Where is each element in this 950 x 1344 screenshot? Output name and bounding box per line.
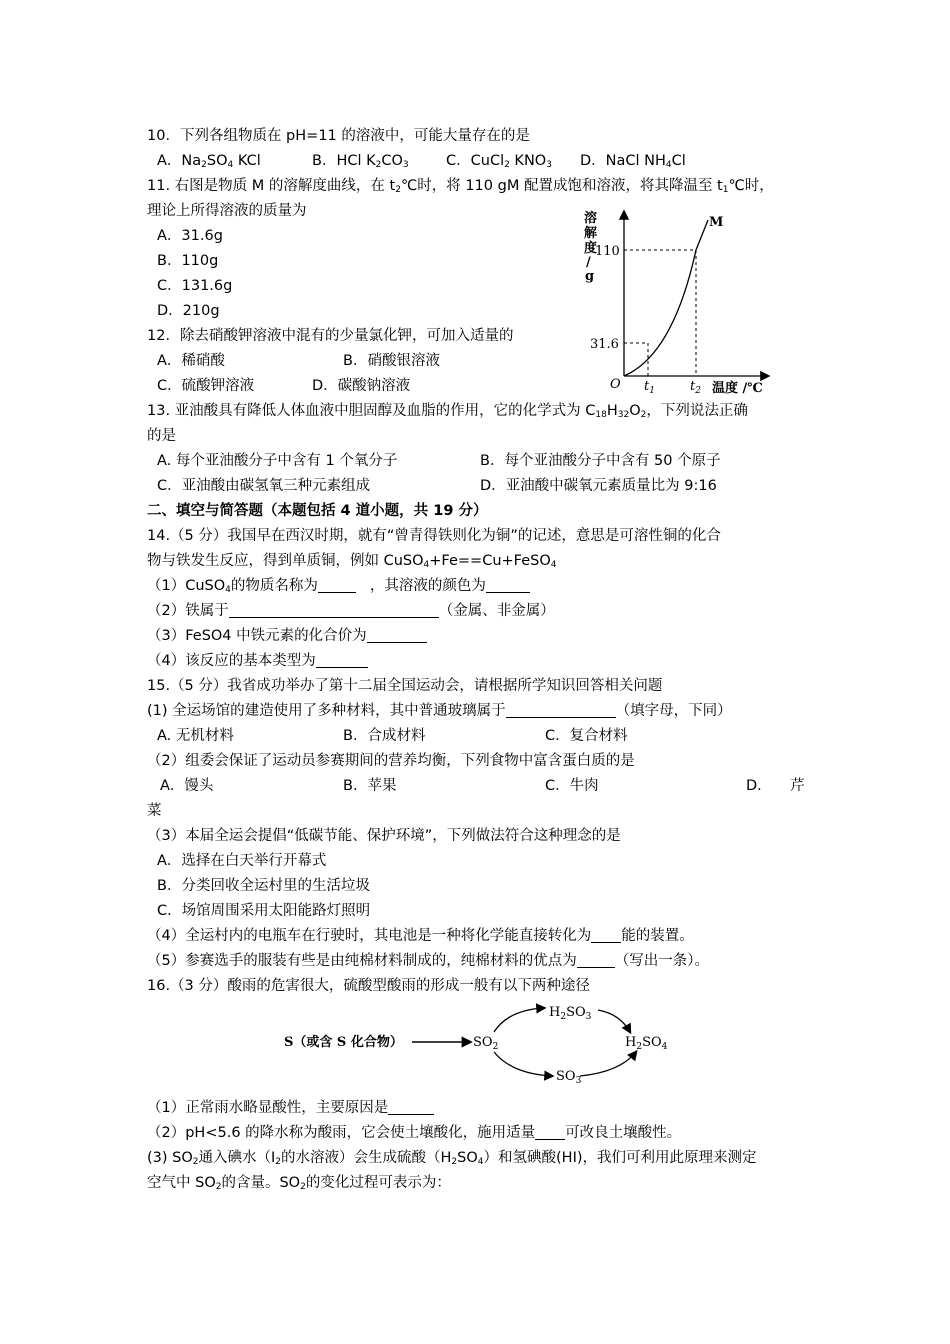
answer-blank[interactable] [535, 1124, 565, 1140]
acid-rain-diagram [280, 998, 680, 1090]
answer-blank[interactable] [318, 577, 356, 593]
q15-p2-option-c: C．牛肉 [545, 778, 599, 794]
curve-label: M [709, 215, 724, 230]
q13-stem-line2: 的是 [147, 428, 176, 444]
q16-part-3: (3) $SO_2$通入碘水（$I_2$的水溶液）会生成硫酸$(H_2SO_4)$和氢碘酸(HI)，我们可利用此原理来测定 [147, 1150, 757, 1167]
q11-stem-line2: 理论上所得溶液的质量为 [147, 203, 307, 219]
y-tick-110: 110 [595, 244, 620, 259]
q13-option-a: A. 每个亚油酸分子中含有 1 个氧分子 [157, 453, 398, 469]
t2-label: $t_2$ [690, 379, 701, 396]
diagram-start-label: S（或含 S 化合物） [284, 1035, 403, 1050]
q14-stem-line2: 物与铁发生反应，得到单质铜，例如 CuSO$_4$+Fe==Cu+FeSO$_4$ [147, 553, 557, 570]
q15-p2-option-d-wrap: 菜 [147, 803, 162, 819]
q14-stem: 14.（5 分）我国早在西汉时期，就有“曾青得铁则化为铜”的记述，意思是可溶性铜的化合 [147, 528, 721, 544]
answer-blank[interactable] [229, 602, 439, 618]
q11-option-b: B．110g [157, 253, 219, 269]
q16-part-2: （2）pH<5.6 的降水称为酸雨，它会使土壤酸化，施用适量 可改良土壤酸性。 [147, 1125, 682, 1141]
y-tick-31-6: 31.6 [590, 337, 619, 352]
answer-blank[interactable] [577, 952, 615, 968]
q11-stem: 11. 右图是物质 M 的溶解度曲线，在 $t_2℃$时，将 110 gM 配置成饱和溶液，将其降温至 $t_1℃$时， [147, 178, 774, 195]
q15-p3-option-c: C．场馆周围采用太阳能路灯照明 [157, 903, 371, 919]
t1-label: $t_1$ [644, 379, 655, 396]
q16-part-1: （1）正常雨水略显酸性，主要原因是 [147, 1098, 434, 1118]
q15-part-1: (1) 全运场馆的建造使用了多种材料，其中普通玻璃属于 （填字母，下同） [147, 703, 732, 719]
q11-option-d: D．210g [157, 303, 220, 319]
q12-stem: 12．除去硝酸钾溶液中混有的少量氯化钾，可加入适量的 [147, 328, 514, 344]
arrow-h2so3-h2so4 [598, 1010, 630, 1032]
q15-part-5: （5）参赛选手的服装有些是由纯棉材料制成的，纯棉材料的优点为 （写出一条）。 [147, 953, 709, 969]
q15-p3-option-a: A．选择在白天举行开幕式 [157, 853, 327, 869]
diagram-h2so4: $H_2SO_4$ [625, 1035, 668, 1052]
y-label-2: 解 [584, 226, 598, 241]
q14-part-1: （1）CuSO$_4$的物质名称为 ，其溶液的颜色为 [147, 576, 530, 596]
q14-part-3: （3）FeSO4 中铁元素的化合价为 [147, 626, 427, 646]
q15-p1-option-a: A. 无机材料 [157, 728, 234, 744]
q15-p3-option-b: B．分类回收全运村里的生活垃圾 [157, 878, 370, 894]
solubility-curve-graph [578, 200, 778, 396]
q15-part-2: （2）组委会保证了运动员参赛期间的营养均衡，下列食物中富含蛋白质的是 [147, 753, 635, 769]
q12-option-a: A．稀硝酸 [157, 353, 225, 369]
q15-p2-option-a: A．馒头 [160, 778, 214, 794]
q16-stem: 16.（3 分）酸雨的危害很大，硫酸型酸雨的形成一般有以下两种途径 [147, 978, 590, 994]
answer-blank[interactable] [388, 1099, 434, 1115]
q14-part-4: （4）该反应的基本类型为 [147, 651, 368, 671]
q13-stem: 13. 亚油酸具有降低人体血液中胆固醇及血脂的作用，它的化学式为 $C_{18}H_{32}O_2$，下列说法正确 [147, 403, 748, 420]
q15-stem: 15.（5 分）我省成功举办了第十二届全国运动会，请根据所学知识回答相关问题 [147, 678, 663, 694]
answer-blank[interactable] [506, 702, 616, 718]
diagram-so2: $SO_2$ [473, 1035, 499, 1052]
answer-blank[interactable] [591, 927, 621, 943]
y-label-4: / [586, 255, 591, 270]
q12-option-c: C．硫酸钾溶液 [157, 378, 255, 394]
curve-m [624, 220, 708, 376]
q10-stem: 10．下列各组物质在 pH=11 的溶液中，可能大量存在的是 [147, 128, 530, 144]
q15-p2-option-b: B．苹果 [343, 778, 397, 794]
x-label: 温度 /℃ [712, 381, 763, 396]
q11-option-a: A．31.6g [157, 228, 223, 244]
q15-part-3: （3）本届全运会提倡“低碳节能、保护环境”，下列做法符合这种理念的是 [147, 828, 621, 844]
section-2-heading: 二、填空与简答题（本题包括 4 道小题，共 19 分） [147, 503, 488, 519]
q13-option-b: B．每个亚油酸分子中含有 50 个原子 [480, 453, 721, 469]
q15-p2-option-d: D． 芹 [746, 778, 805, 794]
answer-blank[interactable] [367, 627, 427, 643]
q10-option-a: A．$Na_2SO_4$ KCl [157, 153, 261, 170]
q10-option-d: D．NaCl $NH_4Cl$ [580, 153, 686, 170]
q11-option-c: C．131.6g [157, 278, 233, 294]
q13-option-d: D．亚油酸中碳氧元素质量比为 9:16 [480, 478, 717, 494]
q15-part-4: （4）全运村内的电瓶车在行驶时，其电池是一种将化学能直接转化为 能的装置。 [147, 928, 694, 944]
q10-option-c: C．CuCl$_2$ $KNO_3$ [446, 153, 552, 170]
y-label-1: 溶 [584, 211, 598, 226]
q16-part-3-line2: 空气中 $SO_2$的含量。$SO_2$的变化过程可表示为： [147, 1175, 451, 1192]
q15-p1-option-c: C．复合材料 [545, 728, 628, 744]
answer-blank[interactable] [486, 577, 530, 593]
q12-option-d: D．碳酸钠溶液 [312, 378, 411, 394]
q12-option-b: B．硝酸银溶液 [343, 353, 440, 369]
q15-p1-option-b: B．合成材料 [343, 728, 426, 744]
q13-option-c: C．亚油酸由碳氢氧三种元素组成 [157, 478, 371, 494]
origin-label: O [610, 377, 621, 392]
arrow-so2-h2so3 [494, 1008, 544, 1032]
arrow-so2-so3 [494, 1052, 552, 1076]
diagram-so3: $SO_3$ [556, 1069, 582, 1086]
diagram-h2so3: $H_2SO_3$ [549, 1005, 592, 1022]
q10-option-b: B．HCl $K_2CO_3$ [312, 153, 409, 170]
y-label-5: g [585, 269, 595, 284]
q14-part-2: （2）铁属于 （金属、非金属） [147, 603, 555, 619]
answer-blank[interactable] [316, 652, 368, 668]
y-label-3: 度 [584, 241, 598, 256]
arrow-so3-h2so4 [580, 1052, 636, 1076]
